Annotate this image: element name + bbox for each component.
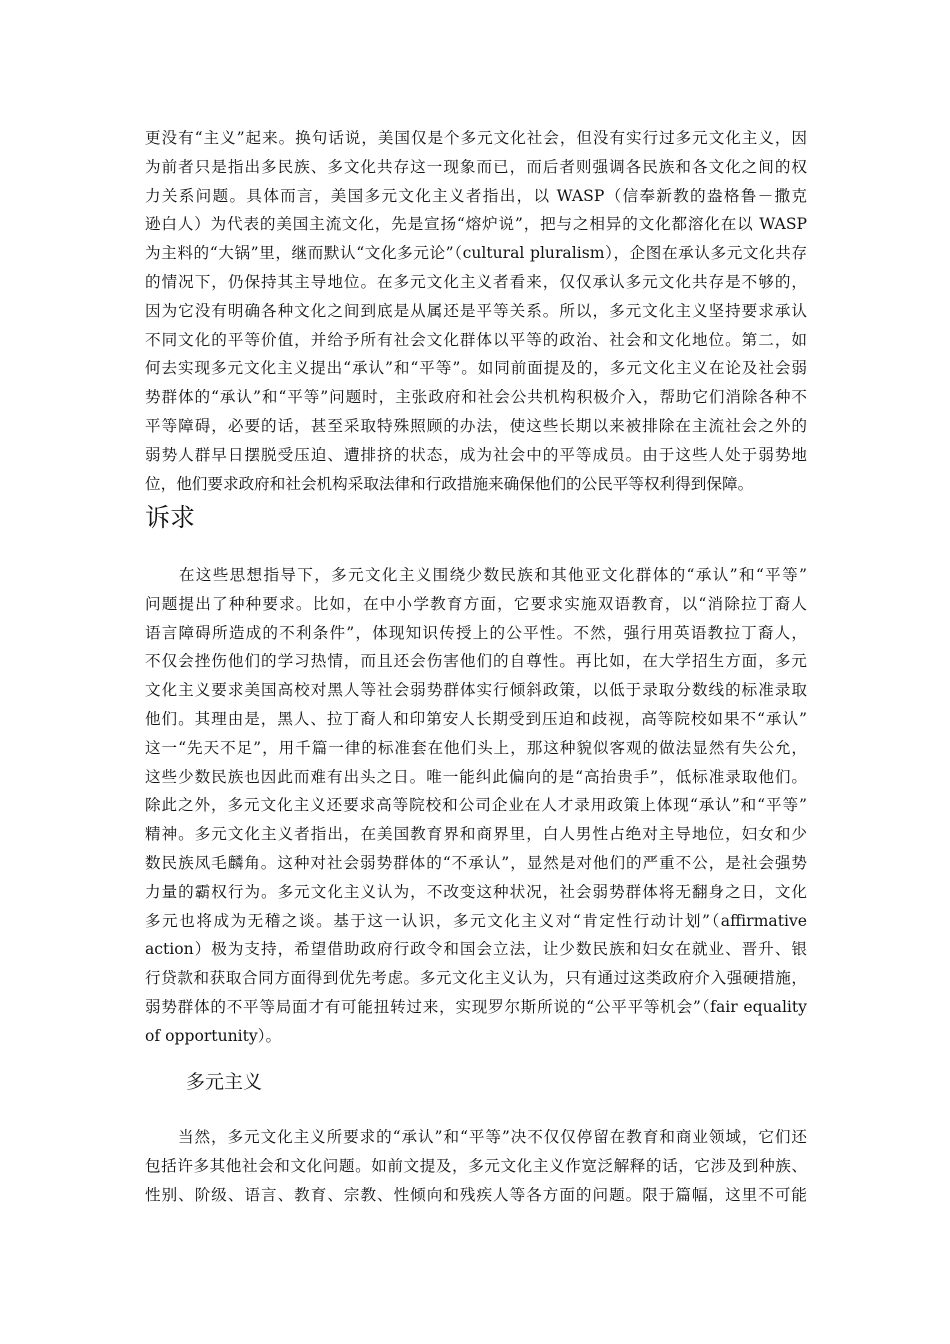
text-line: of opportunity）。 [145, 1026, 282, 1045]
text-line: 为主料的“大锅”里，继而默认“文化多元论”（cultural pluralism），企图在承认多元文化共存 [145, 244, 807, 263]
text-line: 这些少数民族也因此而难有出头之日。唯一能纠此偏向的是“高抬贵手”，低标准录取他们。 [145, 767, 807, 786]
text-line: 在这些思想指导下，多元文化主义围绕少数民族和其他亚文化群体的“承认”和“平等” [145, 566, 807, 584]
text-line: 力量的霸权行为。多元文化主义认为，不改变这种状况，社会弱势群体将无翻身之日，文化 [145, 882, 807, 901]
text-line: 因为它没有明确各种文化之间到底是从属还是平等关系。所以，多元文化主义坚持要求承认 [145, 301, 807, 320]
text-line: 不仅会挫伤他们的学习热情，而且还会伤害他们的自尊性。再比如，在大学招生方面，多元 [145, 652, 807, 671]
text-line: 问题提出了种种要求。比如，在中小学教育方面，它要求实施双语教育，以“消除拉丁裔人 [145, 594, 807, 613]
text-line: 力关系问题。具体而言，美国多元文化主义者指出，以 WASP（信奉新教的盎格鲁－撒克 [145, 186, 807, 205]
paragraph-demands [145, 561, 807, 1051]
text-line: 语言障碍所造成的不利条件”，体现知识传授上的公平性。不然，强行用英语教拉丁裔人， [145, 623, 807, 642]
text-line: 当然，多元文化主义所要求的“承认”和“平等”决不仅仅停留在教育和商业领域，它们还 [145, 1128, 807, 1146]
text-line: 不同文化的平等价值，并给予所有社会文化群体以平等的政治、社会和文化地位。第二，如 [145, 330, 807, 349]
text-line: 精神。多元文化主义者指出，在美国教育界和商界里，白人男性占绝对主导地位，妇女和少 [145, 825, 807, 844]
section-heading-demands: 诉求 [145, 503, 196, 532]
text-line: 包括许多其他社会和文化问题。如前文提及，多元文化主义作宽泛解释的话，它涉及到种族、 [145, 1156, 807, 1175]
text-line: 的情况下，仍保持其主导地位。在多元文化主义者看来，仅仅承认多元文化共存是不够的， [145, 272, 807, 291]
text-line: 行贷款和获取合同方面得到优先考虑。多元文化主义认为，只有通过这类政府介入强硬措施， [145, 969, 807, 988]
text-line: 逊白人）为代表的美国主流文化，先是宣扬“熔炉说”，把与之相异的文化都溶化在以 WASP [145, 215, 807, 234]
text-line: 多元也将成为无稽之谈。基于这一认识，多元文化主义对“肯定性行动计划”（affirmative [145, 911, 807, 930]
text-line: 位，他们要求政府和社会机构采取法律和行政措施来确保他们的公民平等权利得到保障。 [145, 474, 754, 493]
text-line: 他们。其理由是，黑人、拉丁裔人和印第安人长期受到压迫和歧视，高等院校如果不“承认” [145, 709, 807, 728]
text-line: 文化主义要求美国高校对黑人等社会弱势群体实行倾斜政策，以低于录取分数线的标准录取 [145, 681, 807, 700]
text-line: 势群体的“承认”和“平等”问题时，主张政府和社会公共机构积极介入，帮助它们消除各种不 [145, 388, 807, 407]
text-line: 性别、阶级、语言、教育、宗教、性倾向和残疾人等各方面的问题。限于篇幅，这里不可能 [145, 1185, 807, 1204]
text-line: 平等障碍，必要的话，甚至采取特殊照顾的办法，使这些长期以来被排除在主流社会之外的 [145, 416, 807, 435]
text-line: action）极为支持，希望借助政府行政令和国会立法，让少数民族和妇女在就业、晋升、银 [145, 940, 807, 959]
text-line: 数民族凤毛麟角。这种对社会弱势群体的“不承认”，显然是对他们的严重不公，是社会强势 [145, 853, 807, 872]
section-heading-pluralism: 多元主义 [186, 1071, 263, 1093]
text-line: 除此之外，多元文化主义还要求高等院校和公司企业在人才录用政策上体现“承认”和“平等” [145, 796, 807, 815]
text-line: 弱势群体的不平等局面才有可能扭转过来，实现罗尔斯所说的“公平平等机会”（fair equality [145, 997, 807, 1016]
text-line: 更没有“主义”起来。换句话说，美国仅是个多元文化社会，但没有实行过多元文化主义，因 [145, 129, 807, 147]
text-line: 为前者只是指出多民族、多文化共存这一现象而已，而后者则强调各民族和各文化之间的权 [145, 157, 807, 176]
text-line: 这一“先天不足”，用千篇一律的标准套在他们头上，那这种貌似客观的做法显然有失公允， [145, 738, 807, 757]
text-line: 弱势人群早日摆脱受压迫、遭排挤的状态，成为社会中的平等成员。由于这些人处于弱势地 [145, 445, 807, 464]
text-line: 何去实现多元文化主义提出“承认”和“平等”。如同前面提及的，多元文化主义在论及社会弱 [145, 359, 807, 378]
paragraph-multiculturalism-recognition [145, 124, 807, 498]
paragraph-other-issues [145, 1123, 807, 1209]
